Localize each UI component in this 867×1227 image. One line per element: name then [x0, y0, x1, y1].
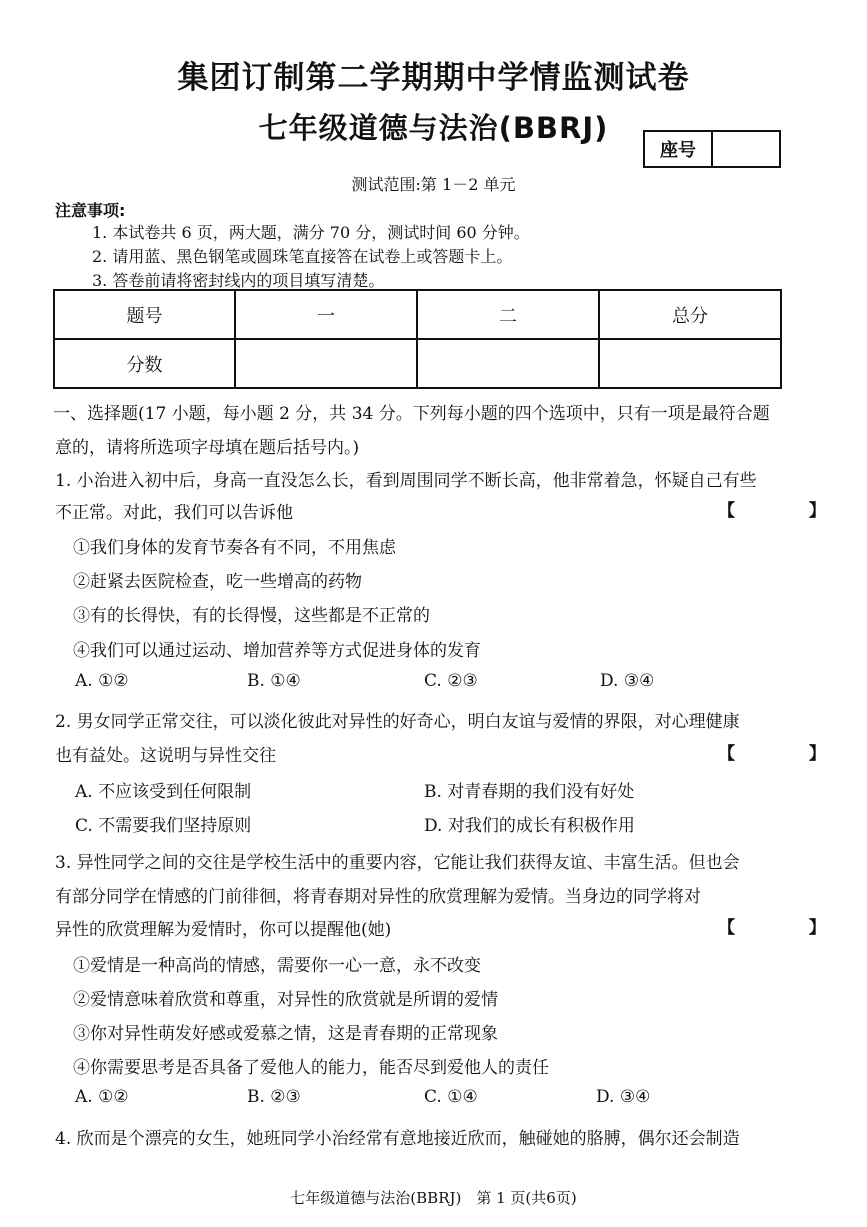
seat-number-field[interactable] — [713, 132, 779, 166]
q2-option-d: D. 对我们的成长有积极作用 — [424, 816, 635, 836]
score-cell[interactable] — [417, 339, 599, 388]
question-1-stem: 1. 小治进入初中后，身高一直没怎么长，看到周围同学不断长高，他非常着急，怀疑自己有些 — [55, 471, 757, 491]
q3-option-a: A. ①② — [75, 1087, 129, 1107]
score-cell[interactable] — [235, 339, 417, 388]
q1-statement-4: ④我们可以通过运动、增加营养等方式促进身体的发育 — [73, 641, 481, 661]
section-instructions-2: 意的，请将所选项字母填在题后括号内。) — [55, 438, 360, 458]
q1-statement-2: ②赶紧去医院检查，吃一些增高的药物 — [73, 572, 362, 592]
q1-option-c: C. ②③ — [424, 671, 478, 691]
notice-item: 1. 本试卷共 6 页，两大题，满分 70 分，测试时间 60 分钟。 — [92, 223, 530, 242]
seat-number-label: 座号 — [645, 132, 713, 166]
section-instructions-1: 一、选择题(17 小题，每小题 2 分，共 34 分。下列每小题的四个选项中，只有一项是最符合题 — [53, 404, 770, 424]
test-scope: 测试范围:第 1－2 单元 — [351, 175, 516, 194]
question-2-stem: 2. 男女同学正常交往，可以淡化彼此对异性的好奇心，明白友谊与爱情的界限，对心理健康 — [55, 712, 740, 732]
exam-subtitle: 七年级道德与法治(BBRJ) — [258, 111, 609, 145]
notice-heading: 注意事项: — [55, 201, 126, 220]
answer-bracket-3[interactable]: 【 】 — [718, 918, 860, 938]
score-cell[interactable] — [599, 339, 781, 388]
q1-option-a: A. ①② — [75, 671, 129, 691]
q3-option-c: C. ①④ — [424, 1087, 478, 1107]
question-1-stem-cont: 不正常。对此，我们可以告诉他 — [55, 503, 293, 523]
exam-title: 集团订制第二学期期中学情监测试卷 — [177, 60, 690, 96]
q3-option-d: D. ③④ — [596, 1087, 651, 1107]
notice-item: 2. 请用蓝、黑色钢笔或圆珠笔直接答在试卷上或答题卡上。 — [92, 247, 513, 266]
answer-bracket-2[interactable]: 【 】 — [718, 744, 860, 764]
notice-item: 3. 答卷前请将密封线内的项目填写清楚。 — [92, 271, 385, 290]
q2-option-a: A. 不应该受到任何限制 — [75, 782, 252, 802]
question-4-stem: 4. 欣而是个漂亮的女生，她班同学小治经常有意地接近欣而，触碰她的胳膊，偶尔还会制造 — [55, 1129, 740, 1149]
score-header-cell: 一 — [235, 290, 417, 339]
q2-option-c: C. 不需要我们坚持原则 — [75, 816, 252, 836]
question-2-stem-cont: 也有益处。这说明与异性交往 — [55, 746, 276, 766]
q3-statement-1: ①爱情是一种高尚的情感，需要你一心一意，永不改变 — [73, 956, 481, 976]
question-3-stem-cont: 有部分同学在情感的门前徘徊，将青春期对异性的欣赏理解为爱情。当身边的同学将对 — [55, 887, 701, 907]
q3-statement-2: ②爱情意味着欣赏和尊重，对异性的欣赏就是所谓的爱情 — [73, 990, 498, 1010]
score-header-cell: 总分 — [599, 290, 781, 339]
q1-statement-1: ①我们身体的发育节奏各有不同，不用焦虑 — [73, 538, 396, 558]
score-header-cell: 二 — [417, 290, 599, 339]
question-3-stem: 3. 异性同学之间的交往是学校生活中的重要内容，它能让我们获得友谊、丰富生活。但也会 — [55, 853, 740, 873]
seat-number-box — [643, 130, 781, 168]
q1-option-d: D. ③④ — [600, 671, 655, 691]
score-header-cell: 题号 — [54, 290, 235, 339]
answer-bracket-1[interactable]: 【 】 — [718, 501, 860, 521]
section-heading — [53, 399, 770, 424]
page-footer: 七年级道德与法治(BBRJ) 第 1 页(共6页) — [290, 1189, 577, 1207]
score-row-label: 分数 — [54, 339, 235, 388]
q2-option-b: B. 对青春期的我们没有好处 — [424, 782, 635, 802]
q3-statement-4: ④你需要思考是否具备了爱他人的能力，能否尽到爱他人的责任 — [73, 1058, 549, 1078]
q3-option-b: B. ②③ — [247, 1087, 301, 1107]
question-3-stem-cont2: 异性的欣赏理解为爱情时，你可以提醒他(她) — [55, 920, 392, 940]
score-table — [53, 289, 782, 389]
q1-option-b: B. ①④ — [247, 671, 301, 691]
q1-statement-3: ③有的长得快，有的长得慢，这些都是不正常的 — [73, 606, 430, 626]
q3-statement-3: ③你对异性萌发好感或爱慕之情，这是青春期的正常现象 — [73, 1024, 498, 1044]
